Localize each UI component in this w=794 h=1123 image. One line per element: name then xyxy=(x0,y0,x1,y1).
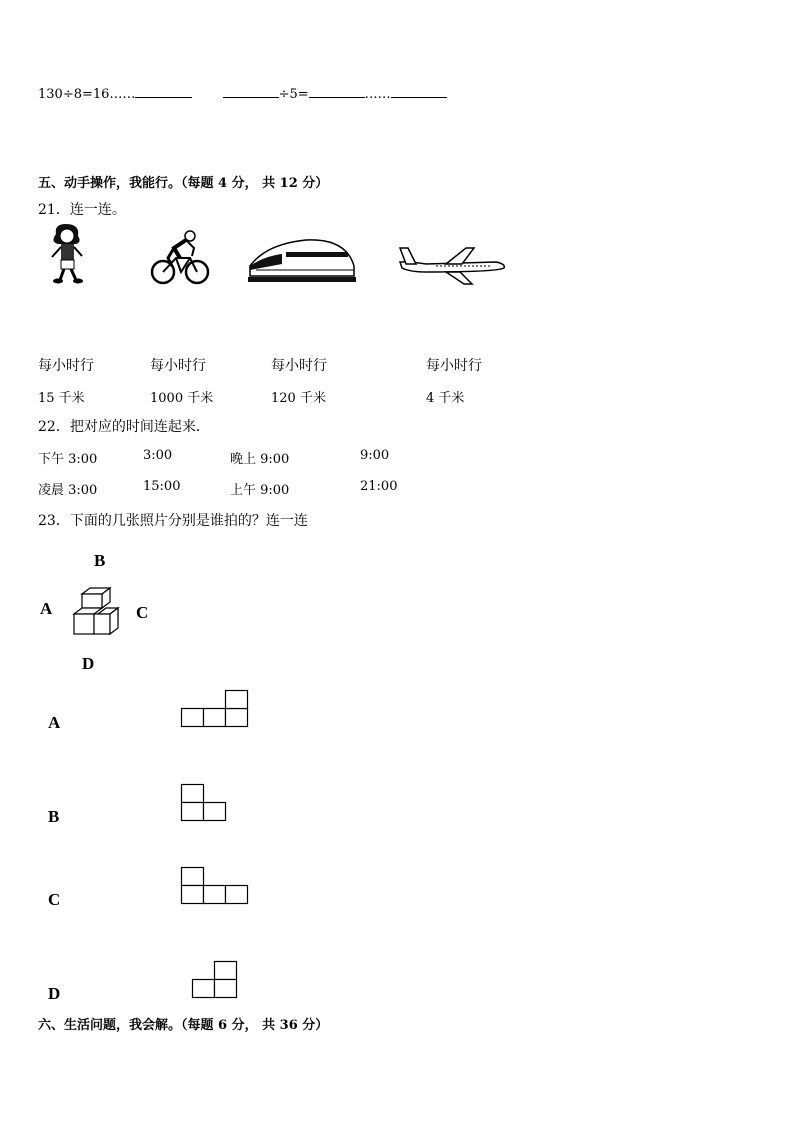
speed-value-4: 4 千米 xyxy=(426,391,465,406)
speed-value-1: 15 千米 xyxy=(38,391,85,406)
equation-1: 130÷8=16…… xyxy=(38,87,136,102)
answer-blank-4[interactable] xyxy=(391,85,447,98)
speed-label-1: 每小时行 xyxy=(38,358,94,374)
speed-label-3: 每小时行 xyxy=(271,358,327,374)
time-row2-a: 凌晨 3:00 xyxy=(38,483,98,498)
view-c-grid xyxy=(181,867,251,907)
time-row1-c: 晚上 9:00 xyxy=(230,452,290,467)
time-row1-a: 下午 3:00 xyxy=(38,452,98,467)
speed-label-4: 每小时行 xyxy=(426,358,482,374)
time-row2-b: 15:00 xyxy=(143,479,181,494)
cube-label-right: C xyxy=(136,603,149,622)
girl-walking-icon xyxy=(46,222,88,284)
view-b-grid xyxy=(181,784,231,824)
speed-value-3: 120 千米 xyxy=(271,391,326,406)
equation-2-dots: …… xyxy=(364,87,391,102)
cyclist-icon xyxy=(150,228,210,286)
train-icon xyxy=(246,236,358,284)
view-label-a: A xyxy=(48,713,61,732)
view-label-b: B xyxy=(48,807,60,826)
equation-2-divisor: ÷5= xyxy=(278,87,309,102)
q23-title: 23．下面的几张照片分别是谁拍的？连一连 xyxy=(38,513,308,529)
time-row1-b: 3:00 xyxy=(143,448,173,463)
division-line xyxy=(38,85,447,102)
answer-blank-1[interactable] xyxy=(135,85,192,98)
speed-label-2: 每小时行 xyxy=(150,358,206,374)
section-6-heading: 六、生活问题，我会解。（每题 6 分， 共 36 分） xyxy=(38,1018,329,1033)
section-5-heading: 五、动手操作，我能行。（每题 4 分， 共 12 分） xyxy=(38,176,329,191)
cube-label-bottom: D xyxy=(82,654,95,673)
answer-blank-3[interactable] xyxy=(309,85,365,98)
time-row2-d: 21:00 xyxy=(360,479,398,494)
view-d-grid xyxy=(192,961,242,1001)
q22-title: 22．把对应的时间连起来． xyxy=(38,419,210,435)
view-a-grid xyxy=(181,690,251,730)
cube-stack-figure xyxy=(70,584,122,640)
time-row1-d: 9:00 xyxy=(360,448,390,463)
speed-value-2: 1000 千米 xyxy=(150,391,214,406)
cube-label-left: A xyxy=(40,599,53,618)
cube-label-top: B xyxy=(94,551,106,570)
view-label-d: D xyxy=(48,984,61,1003)
q21-title: 21．连一连。 xyxy=(38,202,126,218)
airplane-icon xyxy=(396,244,508,286)
time-row2-c: 上午 9:00 xyxy=(230,483,290,498)
view-label-c: C xyxy=(48,890,61,909)
answer-blank-2[interactable] xyxy=(223,85,279,98)
